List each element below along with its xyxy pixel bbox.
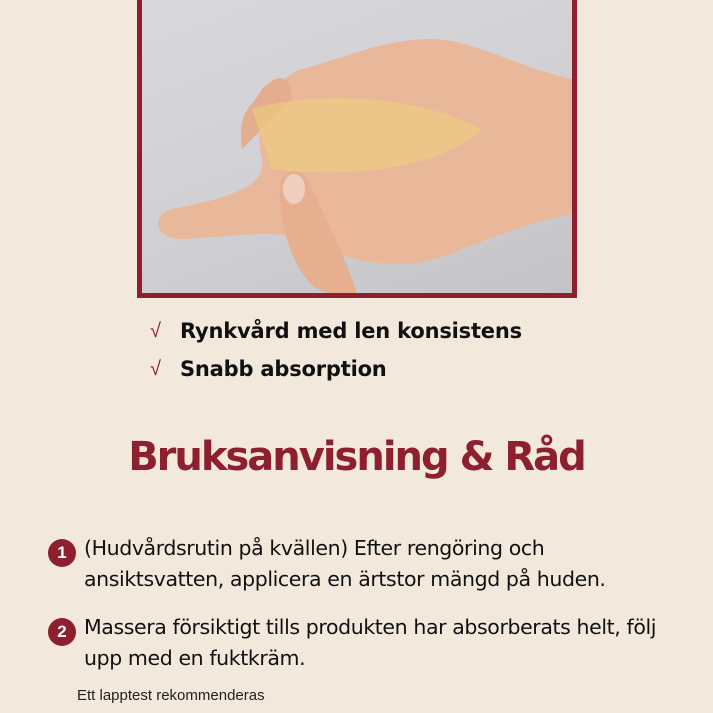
benefit-label: Snabb absorption [180,357,387,381]
hand-illustration [142,0,572,293]
product-application-photo [137,0,577,298]
step-text: Massera försiktigt tills produkten har absorberats helt, följ upp med en fuktkräm. [84,615,657,670]
check-icon: √ [150,357,161,380]
step-number-badge: 2 [48,618,76,646]
usage-title: Bruksanvisning & Råd [128,434,585,480]
benefit-item [150,312,522,350]
benefits-list [150,312,522,388]
usage-step [48,612,664,674]
benefit-label: Rynkvård med len konsistens [180,319,522,343]
usage-step [48,533,664,595]
step-text: (Hudvårdsrutin på kvällen) Efter rengöring och ansiktsvatten, applicera en ärtstor mängd på huden. [84,536,606,591]
step-number-badge: 1 [48,539,76,567]
benefit-item [150,350,522,388]
check-icon: √ [150,319,161,342]
patch-test-note: Ett lapptest rekommenderas [77,687,265,704]
